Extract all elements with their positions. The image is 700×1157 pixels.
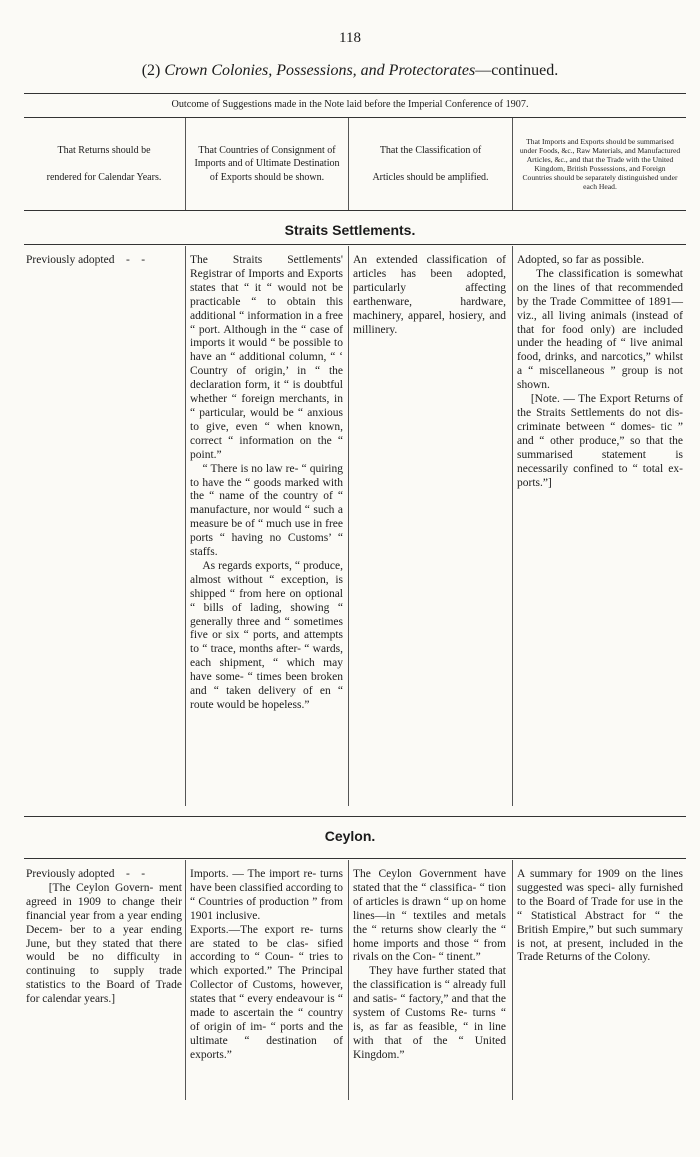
title-prefix: (2) xyxy=(141,62,165,79)
ceylon-calendar-cell: Previously adopted - - [The Ceylon Govern- ment agreed in 1909 to change their financial year from a year ending Decem- ber to a year ending June, but they stated that there would be no difficulty in continuing to supply trade statistics to the Board of Trade for calendar years.] xyxy=(26,868,182,1006)
straits-calendar-cell: Previously adopted - - xyxy=(26,254,146,266)
column-divider xyxy=(185,246,186,806)
column-divider xyxy=(348,118,349,210)
ceylon-countries-cell: Imports. — The import re- turns have been classified according to “ Countries of production ” from 1901 inclusive. Exports.—The export re- turns are stated to be clas- sified according to “ Coun- “ tries to which exported.” The Principal Collector of Customs, however, states that “ every endeavour is “ made to ascertain the “ country of origin of im- “ ports and the ultimate “ destination of exports.” xyxy=(190,868,343,1061)
column-divider xyxy=(348,246,349,806)
section-heading-ceylon: Ceylon. xyxy=(324,828,376,844)
section-rule xyxy=(24,858,686,859)
title-italic: Crown Colonies, Possessions, and Protectorates xyxy=(164,62,476,79)
column-divider xyxy=(185,860,186,1100)
top-rule xyxy=(24,93,686,94)
ceylon-summary-cell: A summary for 1909 on the lines suggested was speci- ally furnished to the Board of Trade for use in the “ Statistical Abstract for “ the British Empire,” but such summary is not, at present, included in the Trade Returns of the Colony. xyxy=(517,868,686,964)
section-rule xyxy=(24,244,686,245)
header-calendar-years: That Returns should be rendered for Calendar Years. xyxy=(46,144,162,183)
section-heading-straits: Straits Settlements. xyxy=(284,222,416,238)
header-classification: That the Classification of Articles should be amplified. xyxy=(372,144,489,183)
straits-classification-cell: An extended classification of articles has been adopted, particularly affecting earthenware, hardware, machinery, apparel, hosiery, and millinery. xyxy=(353,254,509,336)
straits-summary-cell: Adopted, so far as possible. The classification is somewhat on the lines of that recommended by the Trade Committee of 1891— viz., all living animals (instead of that for food only) are included under the heading of “ live animal food, drinks, and narcotics,” whilst a “ miscellaneous ” group is not shown. [Note. — The Export Returns of the Straits Settlements do not dis- criminate between “ domes- tic ” and “ other produce,” so that the summarised statement is necessarily confined to “ total ex- ports.”] xyxy=(517,254,683,489)
column-divider xyxy=(512,860,513,1100)
section-rule xyxy=(24,816,686,817)
ceylon-classification-cell: The Ceylon Government have stated that the “ classifica- “ tion of articles is drawn “ up on home lines—in “ textiles and metals the “ returns show clearly the “ home imports and those “ from rivals on the Con- “ tinent.” They have further stated that the classification is “ already full and satis- “ factory,” and that the system of Customs Re- turns “ is, as far as feasible, “ in line with that of the “ United Kingdom.” xyxy=(353,868,506,1061)
straits-countries-cell: The Straits Settlements' Registrar of Imports and Exports states that “ it “ would not be practicable “ to obtain this additional “ information in a free “ port. Although in the “ case of imports it would “ be possible to have an “ additional column, “ ‘ Country of origin,’ in “ the declaration form, it “ is doubtful whether “ foreign merchants, in “ particular, would be “ anxious to give, even “ when known, correct “ information on the “ point.” “ There is no law re- “ quiring to have the “ goods marked with the “ name of the country of “ manufacture, nor would “ such a measure be of “ much use in free ports “ having no Customs’ “ staffs. As regards exports, “ produce, almost without “ exception, is shipped “ from here on optional “ bills of lading, showing “ generally three and “ sometimes five or six “ ports, and attempts to “ trace, months after- “ wards, each shipment, “ which may have some- “ times been broken and “ taken delivery of en “ route would be hopeless.” xyxy=(190,254,344,711)
header-top-rule xyxy=(24,117,686,118)
column-divider xyxy=(512,246,513,806)
page-number: 118 xyxy=(339,30,361,46)
subtitle: Outcome of Suggestions made in the Note laid before the Imperial Conference of 1907. xyxy=(171,99,529,110)
header-summarised: That Imports and Exports should be summarised under Foods, &c., Raw Materials, and Manufactured Articles, &c., and that the Trade with the United Kingdom, British Possessions, and Foreign Countries should be separately distinguished under each Head. xyxy=(519,136,681,192)
column-divider xyxy=(185,118,186,210)
column-divider xyxy=(348,860,349,1100)
header-bottom-rule xyxy=(24,210,686,211)
column-divider xyxy=(512,118,513,210)
page-title xyxy=(0,62,700,80)
title-suffix: —continued. xyxy=(475,62,559,79)
header-countries: That Countries of Consignment of Imports and of Ultimate Destination of Exports should be shown. xyxy=(194,144,340,183)
